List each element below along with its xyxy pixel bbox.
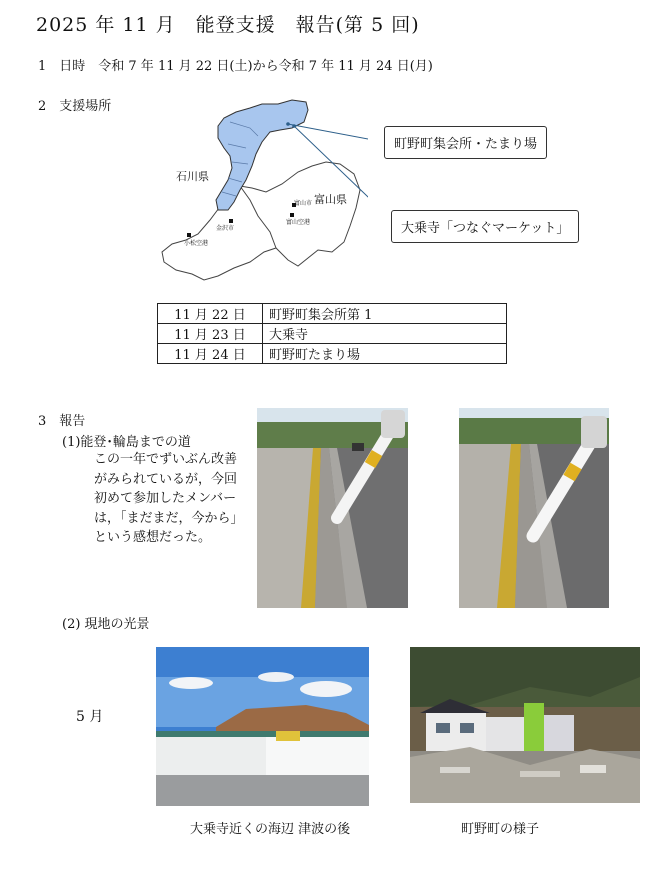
month-label: 5 月 (76, 709, 104, 725)
table-row (158, 324, 507, 344)
schedule-place: 町野町たまり場 (263, 344, 507, 364)
label-kanazawa: 金沢市 (216, 225, 235, 232)
description-line: この一年でずいぶん改善 (94, 452, 238, 467)
table-row (158, 344, 507, 364)
seaside-photo (156, 647, 369, 806)
road-subheading: (1)能登･輪島までの道 (62, 435, 191, 450)
seaside-caption: 大乗寺近くの海辺 津波の後 (190, 822, 351, 837)
schedule-date: 11 月 23 日 (158, 324, 263, 344)
label-toyama: 富山県 (314, 193, 347, 206)
table-row (158, 304, 507, 324)
support-location-heading: 2 支援場所 (38, 99, 112, 114)
label-toyama-city: 富山市 (294, 200, 313, 207)
page-title: 2025 年 11 月 能登支援 報告(第 5 回) (36, 14, 420, 36)
schedule-datetime: 1 日時 令和 7 年 11 月 22 日(土)から令和 7 年 11 月 24 日(月) (38, 59, 433, 74)
description-line: は，｢まだまだ，今から｣ (94, 510, 238, 526)
callout-daijoji: 大乗寺「つなぐマーケット」 (391, 210, 579, 243)
description-line: 初めて参加したメンバー (94, 491, 237, 506)
schedule-place: 大乗寺 (263, 324, 507, 344)
noto-map (158, 92, 368, 284)
schedule-table (157, 303, 507, 364)
label-ishikawa: 石川県 (176, 170, 209, 183)
machino-photo (410, 647, 640, 803)
scenery-subheading: (2) 現地の光景 (62, 617, 150, 632)
road-photo-2 (459, 408, 609, 608)
callout-machino: 町野町集会所・たまり場 (384, 126, 547, 159)
schedule-date: 11 月 22 日 (158, 304, 263, 324)
schedule-place: 町野町集会所第 1 (263, 304, 507, 324)
machino-caption: 町野町の様子 (461, 822, 540, 837)
road-description (94, 450, 237, 548)
description-line: という感想だった。 (94, 530, 212, 545)
schedule-date: 11 月 24 日 (158, 344, 263, 364)
road-photo-1 (257, 408, 408, 608)
report-heading: 3 報告 (38, 414, 86, 429)
label-komatsu: 小松空港 (184, 240, 209, 247)
label-toyama-airport: 富山空港 (286, 219, 311, 226)
description-line: がみられているが，今回 (94, 471, 238, 487)
